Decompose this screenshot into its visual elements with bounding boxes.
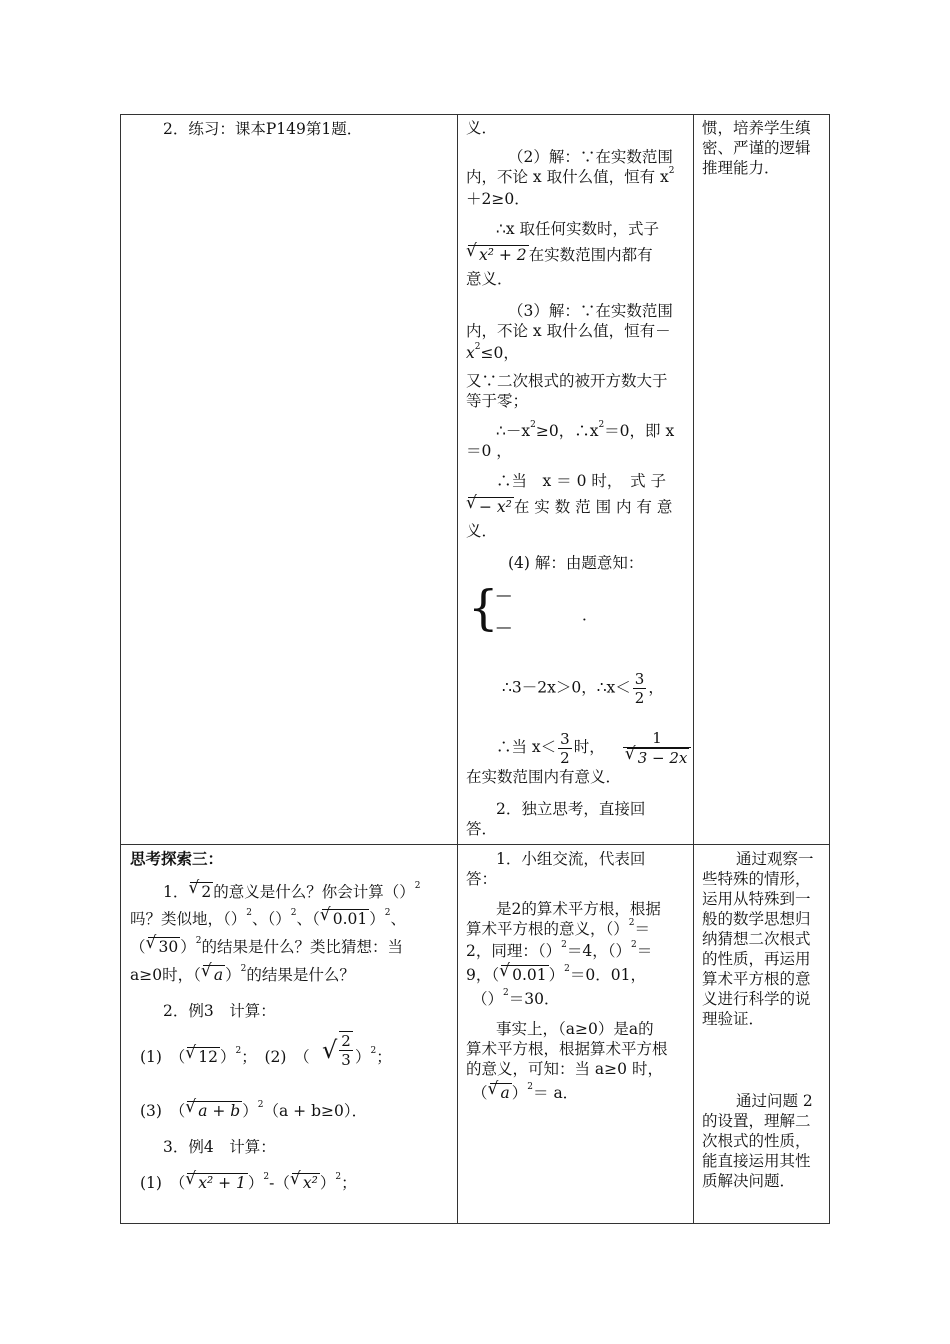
solution-line: (4) 解：由题意知： [508, 554, 644, 572]
solution-line: ∴3－2x＞0，∴x＜ $\frac{3}{2}$ ， [502, 670, 664, 707]
example-3-part-1-2: (1) （√ 12 ）$^2$； (2) （ [140, 1046, 310, 1068]
intent-line: 义进行科学的说 [702, 990, 811, 1008]
solution-line: √ x² + 2 在实数范围内都有 [466, 244, 653, 266]
system-line: — [496, 618, 512, 636]
example-3-part-2-tail: ）$^2$； [355, 1046, 392, 1066]
question-1-line-4: a≥0时，（√ a ）$^2$的结果是什么？ [130, 964, 355, 986]
solution-line: 在实数范围内有意义． [466, 768, 622, 786]
solution-line: $\therefore-x^2\ge 0$，$\therefore x^2=0$，即 x [496, 420, 675, 440]
intent-line: 通过观察一 [736, 850, 814, 868]
intent-line: 的设置，理解二 [702, 1112, 811, 1130]
answer-line: 事实上，（a≥0）是a的 [496, 1020, 654, 1038]
intent-line: 算术平方根的意 [702, 970, 811, 988]
row-divider [121, 844, 829, 845]
solution-line: ＋2≥0． [466, 190, 530, 208]
solution-line: $x^2\le 0$， [466, 342, 519, 362]
answer-line: （√ a ）$^2$＝ a． [472, 1082, 578, 1104]
solution-line: 等于零； [466, 392, 529, 410]
example-3-part-3: (3) （√ a + b ）$^2$（a + b≥0）． [140, 1100, 367, 1122]
column-divider-2 [693, 115, 694, 1223]
intent-line: 的性质，再运用 [702, 950, 811, 968]
solution-line: （3）解：∵在实数范围 [508, 302, 673, 320]
system-brace: { [468, 580, 499, 636]
system-end: ． [582, 606, 598, 624]
intent-line: 般的数学思想归 [702, 910, 811, 928]
intent-line: 密、严谨的逻辑 [702, 139, 811, 157]
section-heading: 思考探索三： [130, 849, 224, 868]
solution-line: 义． [466, 522, 498, 540]
column-divider-1 [457, 115, 458, 1223]
solution-line: 答． [466, 820, 498, 838]
example-3-part-2-expr: √ $\frac{2}{3}$ [322, 1032, 351, 1069]
intent-line: 推理能力． [702, 159, 780, 177]
answer-line: 算术平方根的意义，（）$^2$＝ [466, 918, 651, 938]
answer-line: （）$^2$＝30． [472, 988, 560, 1008]
intent-line: 运用从特殊到一 [702, 890, 811, 908]
solution-line: ＝0 ， [466, 442, 512, 460]
solution-line: 又∵二次根式的被开方数大于 [466, 372, 668, 390]
intent-line: 能直接运用其性 [702, 1152, 811, 1170]
solution-line: 内，不论 x 取什么值，恒有－ [466, 322, 671, 340]
solution-line: （2）解：∵在实数范围 [508, 148, 673, 166]
solution-line: ∴x 取任何实数时，式子 [496, 220, 660, 238]
solution-line: 内，不论 x 取什么值，恒有 $x^2$ [466, 166, 675, 186]
solution-line: ∴当 x＜ $\frac{3}{2}$ 时， 1 √ 3 − 2x [496, 729, 693, 767]
solution-line: 2．独立思考，直接回 [496, 800, 646, 818]
example-4-title: 3．例4 计算： [163, 1138, 276, 1156]
intent-line: 些特殊的情形， [702, 870, 811, 888]
answer-line: 1．小组交流，代表回 [496, 850, 646, 868]
intent-line: 质解决问题． [702, 1172, 796, 1190]
example-3-title: 2．例3 计算： [163, 1002, 276, 1020]
answer-line: 的意义，可知：当 a≥0 时， [466, 1060, 663, 1078]
intent-line: 通过问题 2 [736, 1092, 813, 1110]
answer-line: 9，（√ 0.01 ）$^2$＝0．01， [466, 964, 646, 986]
intent-line: 纳猜想二次根式 [702, 930, 811, 948]
answer-line: 是2的算术平方根，根据 [496, 900, 661, 918]
question-1-line-3: （√ 30 ）$^2$的结果是什么？类比猜想：当 [130, 936, 403, 958]
intent-line: 理验证． [702, 1010, 765, 1028]
solution-line: 义． [466, 119, 498, 137]
answer-line: 算术平方根，根据算术平方根 [466, 1040, 668, 1058]
solution-line: √ − x² 在 实 数 范 围 内 有 意 [466, 496, 672, 518]
question-1-line-1: 1．√ 2 的意义是什么？你会计算（）$^2$ [163, 881, 421, 903]
answer-line: 2，同理：（）$^2$＝4，（）$^2$＝ [466, 940, 653, 960]
solution-line: ∴当 x ＝ 0 时， 式 子 [496, 472, 667, 490]
question-1-line-2: 吗？类似地，（）$^2$、（）$^2$、（√ 0.01 ）$^2$、 [130, 908, 406, 930]
intent-line: 惯，培养学生缜 [702, 119, 811, 137]
practice-line: 2．练习：课本P149第1题． [163, 120, 363, 138]
solution-line: 意义． [466, 270, 513, 288]
intent-line: 次根式的性质， [702, 1132, 811, 1150]
answer-line: 答： [466, 870, 498, 888]
example-4-part-1: (1) （√ x² + 1 ）$^2$-（√ x² ）$^2$； [140, 1172, 357, 1194]
system-line: — [496, 586, 512, 604]
